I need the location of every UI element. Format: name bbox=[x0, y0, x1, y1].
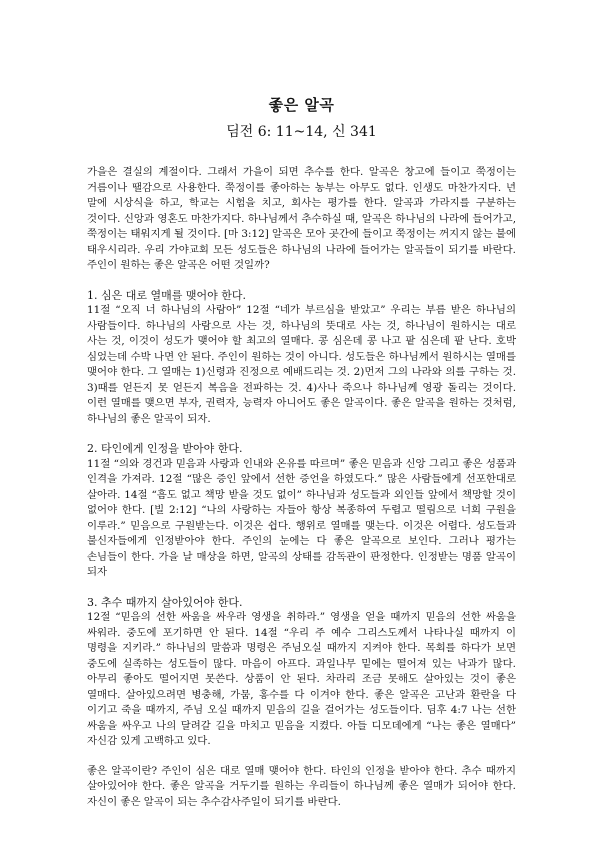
section-heading: 1. 심은 대로 열매를 맺어야 한다. bbox=[87, 288, 246, 302]
section-3 bbox=[87, 595, 516, 750]
section-heading: 3. 추수 때까지 살아있어야 한다. bbox=[87, 595, 243, 609]
section-body: 11절 “오직 너 하나님의 사람아” 12절 “네가 부르심을 받았고” 우리는 부름 받은 하나님의 사람들이다. 하나님의 사람으로 사는 것, 하나님의 뜻대로 사는 것, 하나님이 원하시는 대로 사는 것, 이것이 성도가 맺어야 할 최고의 열매다. 콩 심은데 콩 나고 팥 심은데 팥 난다. 호박 심었는데 수박 나면 안 된다. 주인이 원하는 것이 아니다. 성도들은 하나님께서 원하시는 열매를 맺어야 한다. 그 열매는 1)신령과 진정으로 예배드리는 것. 2)먼저 그의 나라와 의를 구하는 것. 3)때를 얻든지 못 얻든지 복음을 전파하는 것. 4)사나 죽으나 하나님께 영광 돌리는 것이다. 이런 열매를 맺으면 부자, 권력자, 능력자 아니어도 좋은 알곡이다. 좋은 알곡을 원하는 것처럼, 하나님의 좋은 알곡이 되자. bbox=[87, 304, 516, 425]
section-body: 11절 “의와 경건과 믿음과 사랑과 인내와 온유를 따르며” 좋은 믿음과 신앙 그리고 좋은 성품과 인격을 가져라. 12절 “많은 증인 앞에서 선한 증언을 하였도다.” 많은 사람들에게 선포한대로 살아라. 14절 “흠도 없고 책망 받을 것도 없이” 하나님과 성도들과 외인들 앞에서 책망할 것이 없어야 한다. [빌 2:12] “나의 사랑하는 자들아 항상 복종하여 두렵고 떨림으로 너희 구원을 이루라.” 믿음으로 구원받는다. 이것은 쉽다. 행위로 열매를 맺는다. 이것은 어렵다. 성도들과 불신자들에게 인정받아야 한다. 주인의 눈에는 다 좋은 알곡으로 보인다. 그러나 평가는 손님들이 한다. 가을 날 매상을 하면, 알곡의 상태를 감독관이 판정한다. 인정받는 명품 알곡이 되자 bbox=[87, 457, 516, 578]
conclusion-paragraph: 좋은 알곡이란? 주인이 심은 대로 열매 맺어야 한다. 타인의 인정을 받아야 한다. 추수 때까지 살아있어야 한다. 좋은 알곡을 거두기를 원하는 우리들이 하나님께 좋은 열매가 되어야 한다. 자신이 좋은 알곡이 되는 추수감사주일이 되기를 바란다. bbox=[87, 764, 516, 808]
document-title: 좋은 알곡 bbox=[268, 96, 335, 114]
scripture-reference: 딤전 6: 11~14, 신 341 bbox=[226, 124, 377, 140]
section-body: 12절 “믿음의 선한 싸움을 싸우라 영생을 취하라.” 영생을 얻을 때까지 믿음의 선한 싸움을 싸워라. 중도에 포기하면 안 된다. 14절 “우리 주 예수 그리스도께서 나타나실 때까지 이 명령을 지키라.” 하나님의 말씀과 명령은 주님오실 때까지 지켜야 한다. 목회를 하다가 보면 중도에 실족하는 성도들이 많다. 마음이 아프다. 과일나무 밑에는 떨어져 있는 낙과가 많다. 아무리 좋아도 떨어지면 못쓴다. 상품이 안 된다. 차라리 조금 못해도 살아있는 것이 좋은 열매다. 살아있으려면 병충해, 가뭄, 홍수를 다 이겨야 한다. 좋은 알곡은 고난과 환란을 다 이기고 죽을 때까지, 주님 오실 때까지 믿음의 길을 걸어가는 성도들이다. 딤후 4:7 나는 선한 싸움을 싸우고 나의 달려갈 길을 마치고 믿음을 지켰다. 아들 디모데에게 “나는 좋은 열매다” 자신감 있게 고백하고 있다. bbox=[87, 611, 516, 747]
section-2 bbox=[87, 441, 516, 581]
section-1 bbox=[87, 288, 516, 428]
section-heading: 2. 타인에게 인정을 받아야 한다. bbox=[87, 442, 243, 455]
intro-paragraph: 가을은 결실의 계절이다. 그래서 가을이 되면 추수를 한다. 알곡은 창고에 들이고 쭉정이는 거름이나 땔감으로 사용한다. 쭉정이를 좋아하는 농부는 아무도 없다. 인생도 마찬가지다. 년 말에 시상식을 하고, 학교는 시험을 치고, 회사는 평가를 한다. 알곡과 가라지를 구분하는 것이다. 신앙과 영혼도 마찬가지다. 하나님께서 추수하실 때, 알곡은 하나님의 나라에 들어가고, 쭉정이는 태워지게 될 것이다. [마 3:12] 알곡은 모아 곳간에 들이고 쭉정이는 꺼지지 않는 불에 태우시리라. 우리 가야교회 모든 성도들은 하나님의 나라에 들어가는 알곡들이 되기를 바란다. 주인이 원하는 좋은 알곡은 어떤 것일까? bbox=[87, 166, 516, 271]
